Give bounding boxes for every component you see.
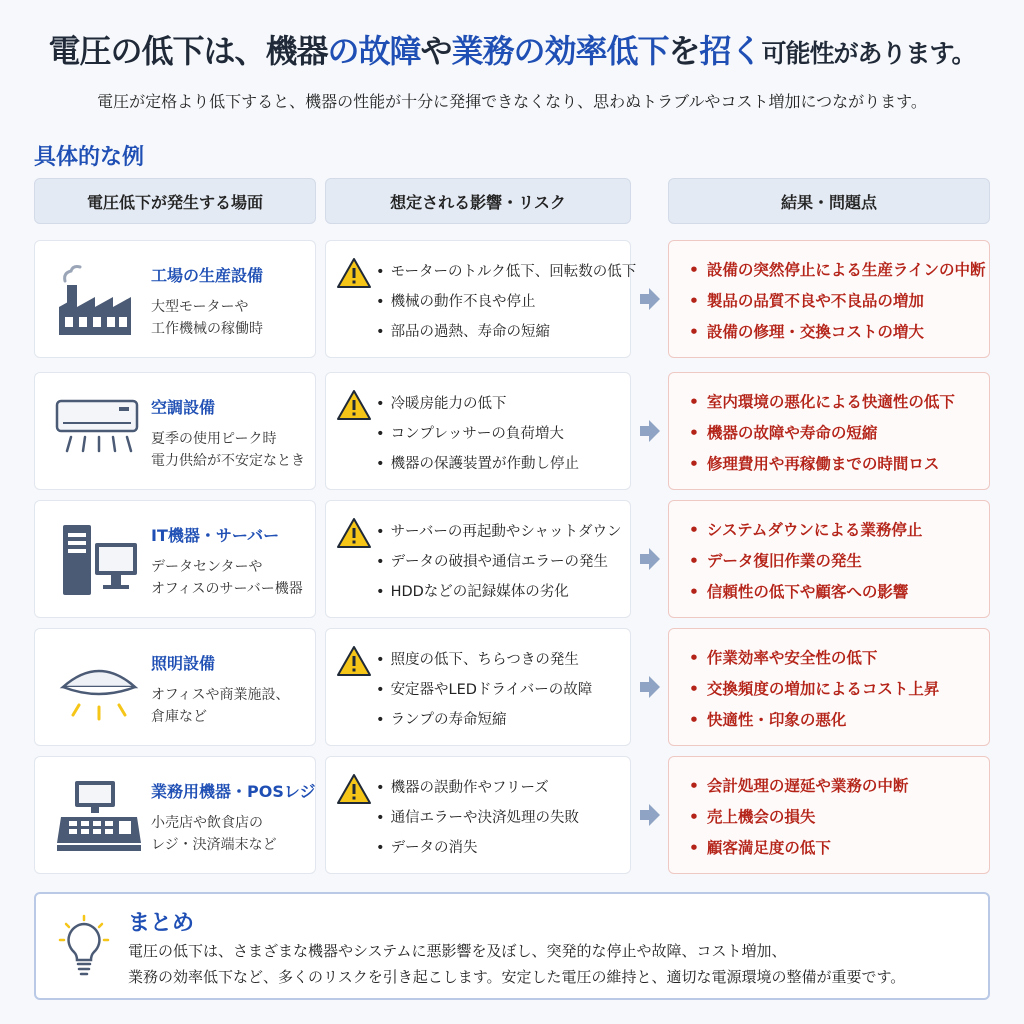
result-list xyxy=(689,771,908,864)
list-item: • データ復旧作業の発生 xyxy=(689,546,922,577)
column-header-result: 結果・問題点 xyxy=(668,178,990,224)
list-item: • 照度の低下、ちらつきの発生 xyxy=(376,645,630,675)
risk-list xyxy=(376,389,630,479)
server-icon xyxy=(53,521,145,599)
scene-description: データセンターや オフィスのサーバー機器 xyxy=(151,559,303,597)
risk-list xyxy=(376,517,630,607)
risk-card xyxy=(325,240,637,358)
factory-icon xyxy=(53,261,145,339)
list-item: • 冷暖房能力の低下 xyxy=(376,389,630,419)
scene-card xyxy=(34,500,316,618)
scene-name: 空調設備 xyxy=(151,398,216,417)
list-item: • コンプレッサーの負荷増大 xyxy=(376,419,630,449)
result-card xyxy=(668,628,990,746)
result-list xyxy=(689,255,985,348)
list-item: • サーバーの再起動やシャットダウン xyxy=(376,517,630,547)
list-item: • 安定器やLEDドライバーの故障 xyxy=(376,675,630,705)
section-label: 具体的な例 xyxy=(34,145,145,170)
list-item: • モーターのトルク低下、回転数の低下 xyxy=(376,257,630,287)
risk-card xyxy=(325,756,631,874)
scene-card xyxy=(34,756,316,874)
scene-name: 工場の生産設備 xyxy=(151,266,264,285)
list-item: • データの消失 xyxy=(376,833,630,863)
list-item: • 快適性・印象の悪化 xyxy=(689,705,939,736)
summary-text: 電圧の低下は、さまざまな機器やシステムに悪影響を及ぼし、突発的な停止や故障、コスト増加、 業務の効率低下など、多くのリスクを引き起こします。安定した電圧の維持と、適切な電源環境の整備が重要です。 xyxy=(128,942,906,986)
result-list xyxy=(689,387,955,480)
list-item: • 製品の品質不良や不良品の増加 xyxy=(689,286,985,317)
warning-icon xyxy=(336,773,372,805)
result-card xyxy=(668,372,990,490)
list-item: • 売上機会の損失 xyxy=(689,802,908,833)
list-item: • 設備の修理・交換コストの増大 xyxy=(689,317,985,348)
scene-description: 夏季の使用ピーク時 電力供給が不安定なとき xyxy=(151,431,305,469)
list-item: • 交換頻度の増加によるコスト上昇 xyxy=(689,674,939,705)
summary-box xyxy=(34,892,990,1000)
result-card xyxy=(668,500,990,618)
warning-icon xyxy=(336,645,372,677)
list-item: • HDDなどの記録媒体の劣化 xyxy=(376,577,630,607)
list-item: • 機器の故障や寿命の短縮 xyxy=(689,418,955,449)
page-title: 電圧の低下は、機器の故障や業務の効率低下を招く可能性があります。 xyxy=(48,32,976,70)
result-card xyxy=(668,756,990,874)
list-item: • 機器の誤動作やフリーズ xyxy=(376,773,630,803)
scene-name: 業務用機器・POSレジ xyxy=(151,782,316,801)
risk-card xyxy=(325,628,631,746)
result-list xyxy=(689,515,922,608)
result-card xyxy=(668,240,990,358)
scene-card xyxy=(34,372,316,490)
column-header-scene: 電圧低下が発生する場面 xyxy=(34,178,316,224)
list-item: • データの破損や通信エラーの発生 xyxy=(376,547,630,577)
list-item: • 作業効率や安全性の低下 xyxy=(689,643,939,674)
scene-description: 小売店や飲食店の レジ・決済端末など xyxy=(151,815,277,853)
risk-card xyxy=(325,372,631,490)
list-item: • 部品の過熱、寿命の短縮 xyxy=(376,317,630,347)
list-item: • 修理費用や再稼働までの時間ロス xyxy=(689,449,955,480)
list-item: • 信頼性の低下や顧客への影響 xyxy=(689,577,922,608)
air-conditioner-icon xyxy=(53,393,145,471)
pos-register-icon xyxy=(53,777,145,855)
ceiling-light-icon xyxy=(53,649,145,727)
scene-card xyxy=(34,240,316,358)
list-item: • 機械の動作不良や停止 xyxy=(376,287,630,317)
table-row xyxy=(0,500,1024,618)
scene-name: IT機器・サーバー xyxy=(151,526,280,545)
column-header-risk: 想定される影響・リスク xyxy=(325,178,631,224)
lightbulb-icon xyxy=(58,914,110,980)
table-row xyxy=(0,756,1024,874)
list-item: • 顧客満足度の低下 xyxy=(689,833,908,864)
warning-icon xyxy=(336,389,372,421)
result-list xyxy=(689,643,939,736)
scene-description: オフィスや商業施設、 倉庫など xyxy=(151,687,290,725)
warning-icon xyxy=(336,517,372,549)
scene-description: 大型モーターや 工作機械の稼働時 xyxy=(151,299,263,337)
list-item: • 設備の突然停止による生産ラインの中断 xyxy=(689,255,985,286)
scene-name: 照明設備 xyxy=(151,654,216,673)
risk-card xyxy=(325,500,631,618)
list-item: • システムダウンによる業務停止 xyxy=(689,515,922,546)
list-item: • 会計処理の遅延や業務の中断 xyxy=(689,771,908,802)
risk-list xyxy=(376,257,637,347)
warning-icon xyxy=(336,257,372,289)
list-item: • ランプの寿命短縮 xyxy=(376,705,630,735)
scene-card xyxy=(34,628,316,746)
arrow-right-icon xyxy=(640,420,660,442)
arrow-right-icon xyxy=(640,548,660,570)
arrow-right-icon xyxy=(640,676,660,698)
summary-title: まとめ xyxy=(128,911,195,936)
page-subtitle: 電圧が定格より低下すると、機器の性能が十分に発揮できなくなり、思わぬトラブルやコスト増加につながります。 xyxy=(97,92,927,111)
risk-list xyxy=(376,773,630,863)
list-item: • 通信エラーや決済処理の失敗 xyxy=(376,803,630,833)
arrow-right-icon xyxy=(640,288,660,310)
table-row xyxy=(0,240,1024,358)
table-row xyxy=(0,372,1024,490)
arrow-right-icon xyxy=(640,804,660,826)
list-item: • 室内環境の悪化による快適性の低下 xyxy=(689,387,955,418)
table-row xyxy=(0,628,1024,746)
list-item: • 機器の保護装置が作動し停止 xyxy=(376,449,630,479)
risk-list xyxy=(376,645,630,735)
